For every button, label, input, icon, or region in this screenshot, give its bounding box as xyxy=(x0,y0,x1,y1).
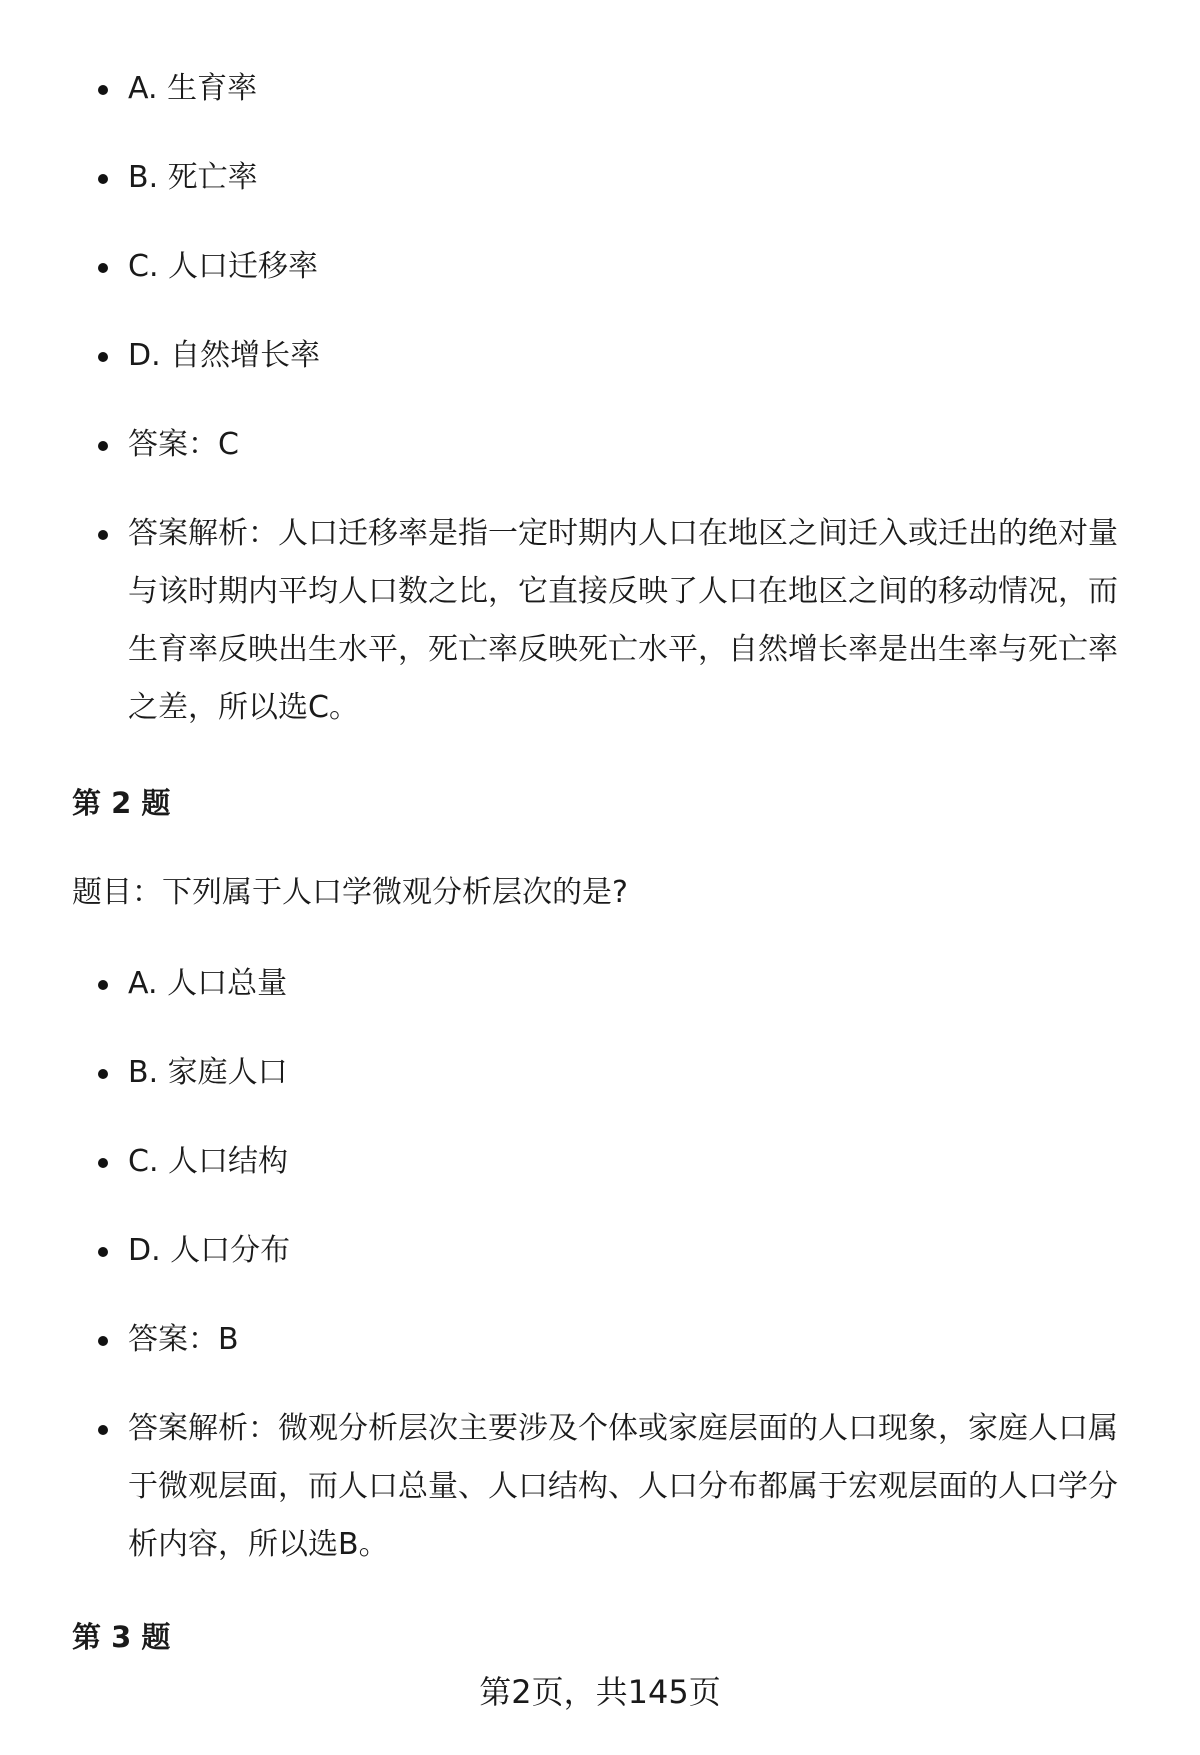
question-2-stem: 题目：下列属于人口学微观分析层次的是? xyxy=(72,875,628,910)
question-2-heading: 第 2 题 xyxy=(72,786,171,820)
option-c: C. 人口结构 xyxy=(0,1133,1200,1191)
answer: 答案：C xyxy=(0,416,1200,474)
answer: 答案：B xyxy=(0,1311,1200,1369)
option-a: A. 生育率 xyxy=(0,60,1200,118)
option-d: D. 自然增长率 xyxy=(0,327,1200,385)
option-b: B. 家庭人口 xyxy=(0,1044,1200,1102)
option-d: D. 人口分布 xyxy=(0,1222,1200,1280)
question-3-heading: 第 3 题 xyxy=(72,1620,171,1654)
question-1-options xyxy=(0,60,1200,737)
question-2-options xyxy=(0,955,1200,1574)
answer-analysis: 答案解析：微观分析层次主要涉及个体或家庭层面的人口现象，家庭人口属于微观层面，而人口总量、人口结构、人口分布都属于宏观层面的人口学分析内容，所以选B。 xyxy=(0,1400,1200,1574)
option-a: A. 人口总量 xyxy=(0,955,1200,1013)
page-number: 第2页，共145页 xyxy=(479,1673,721,1711)
option-c: C. 人口迁移率 xyxy=(0,238,1200,296)
option-b: B. 死亡率 xyxy=(0,149,1200,207)
answer-analysis: 答案解析：人口迁移率是指一定时期内人口在地区之间迁入或迁出的绝对量与该时期内平均人口数之比，它直接反映了人口在地区之间的移动情况，而生育率反映出生水平，死亡率反映死亡水平，自然增长率是出生率与死亡率之差，所以选C。 xyxy=(0,505,1200,737)
